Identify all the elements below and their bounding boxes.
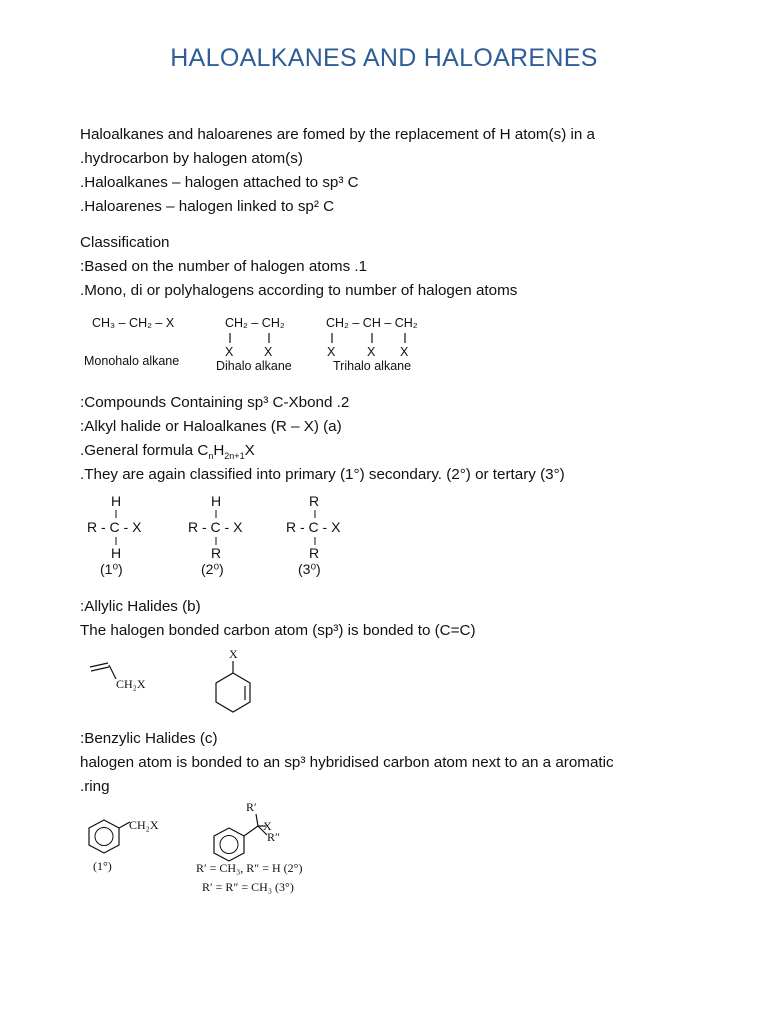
svg-text:R - C - X: R - C - X [286, 519, 341, 535]
secondary-structure [188, 493, 243, 577]
benzylic-desc-1: halogen atom is bonded to an sp³ hybridised carbon atom next to an a aromatic [80, 754, 614, 771]
intro-line-3: .Haloalkanes – halogen attached to sp³ C [80, 174, 359, 191]
classification-heading: Classification [80, 234, 170, 251]
x-atom: X [264, 345, 273, 359]
allyl-chain [90, 663, 146, 691]
svg-text:H: H [211, 493, 222, 509]
benzyl-substituted [196, 800, 302, 894]
point-1: :Based on the number of halogen atoms .1 [80, 258, 368, 275]
intro-line-4: .Haloarenes – halogen linked to sp² C [80, 198, 335, 215]
point-2a: :Alkyl halide or Haloalkanes (R – X) (a) [80, 418, 342, 435]
point-2: :Compounds Containing sp³ C-Xbond .2 [80, 394, 350, 411]
trihalo-label: Trihalo alkane [333, 359, 412, 373]
svg-text:CH₂X: CH₂X [129, 818, 159, 832]
svg-text:R - C - X: R - C - X [188, 519, 243, 535]
tertiary-label: (3⁰) [298, 561, 321, 577]
tertiary-structure [286, 493, 341, 577]
svg-text:R: R [309, 545, 320, 561]
benzylic-desc-2: .ring [80, 778, 110, 795]
dihalo-label: Dihalo alkane [216, 359, 292, 373]
benzylic-heading: :Benzylic Halides (c) [80, 730, 218, 747]
dihalo-formula: CH₂ – CH₂ [225, 316, 285, 330]
monohalo-formula: CH₃ – CH₂ – X [92, 316, 175, 330]
secondary-condition: R′ = CH₃, R″ = H (2°) [196, 861, 303, 875]
classified-line: .They are again classified into primary (1°) secondary. (2°) or tertary (3°) [80, 466, 565, 483]
x-atom: X [327, 345, 336, 359]
svg-text:R′: R′ [246, 800, 257, 814]
x-atom: X [400, 345, 409, 359]
benzylic-figure [80, 798, 340, 900]
cyclohexene-ring [216, 647, 250, 712]
intro-line-1: Haloalkanes and haloarenes are fomed by the replacement of H atom(s) in a [80, 126, 595, 143]
svg-text:X: X [263, 819, 272, 833]
tertiary-condition: R′ = R″ = CH₃ (3°) [202, 880, 294, 894]
svg-text:R″: R″ [267, 830, 281, 844]
x-atom: X [225, 345, 234, 359]
x-atom: X [367, 345, 376, 359]
intro-line-2: .hydrocarbon by halogen atom(s) [80, 150, 303, 167]
benzyl-primary [89, 818, 159, 873]
primary-label: (1⁰) [100, 561, 123, 577]
benzyl-primary-label: (1°) [93, 859, 112, 873]
primary-structure [87, 493, 142, 577]
svg-text:CH₂X: CH₂X [116, 677, 146, 691]
svg-text:H: H [111, 545, 122, 561]
degree-figure [80, 490, 360, 582]
svg-text:R: R [309, 493, 320, 509]
svg-text:R: R [211, 545, 222, 561]
allylic-heading: :Allylic Halides (b) [80, 598, 201, 615]
trihalo-formula: CH₂ – CH – CH₂ [326, 316, 418, 330]
halo-alkane-figure [80, 310, 440, 380]
point-1-desc: .Mono, di or polyhalogens according to number of halogen atoms [80, 282, 518, 299]
page-title: HALOALKANES AND HALOARENES [170, 44, 598, 72]
allylic-desc: The halogen bonded carbon atom (sp³) is bonded to (C=C) [80, 622, 476, 639]
secondary-label: (2⁰) [201, 561, 224, 577]
svg-text:X: X [229, 647, 238, 661]
allylic-figure [80, 645, 280, 717]
svg-text:H: H [111, 493, 122, 509]
monohalo-label: Monohalo alkane [84, 354, 180, 368]
svg-text:R - C - X: R - C - X [87, 519, 142, 535]
general-formula: .General formula $C_nH_{2n+1}X$ [80, 442, 255, 462]
